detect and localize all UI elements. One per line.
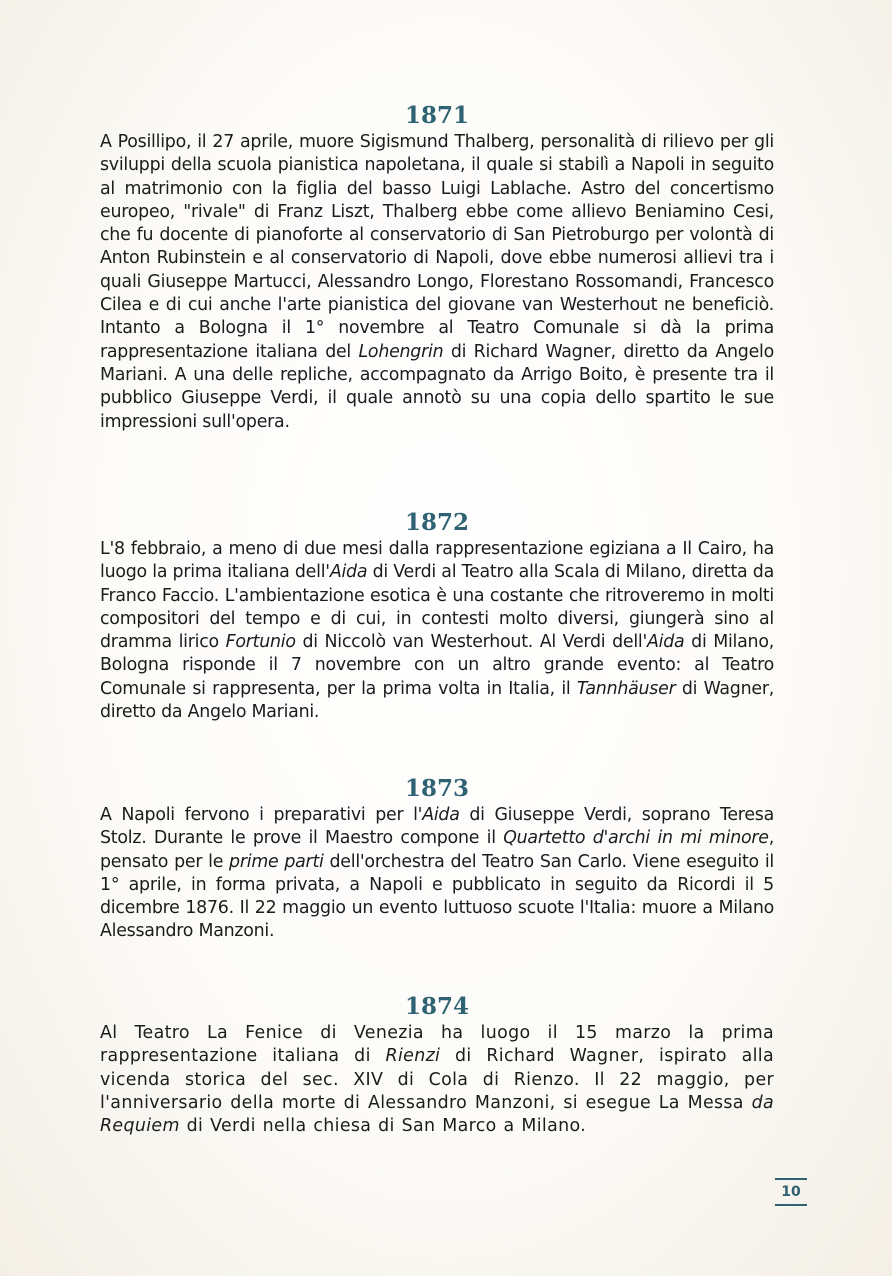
body-text-run: di Richard Wagner, ispirato alla vicenda storica del sec. XIV di Cola di Rienzo. Il 22 maggio, per l'anniversario della morte di Alessandro Manzoni, si esegue La Messa — [100, 1046, 774, 1113]
page-number: 10 — [781, 1184, 801, 1200]
section-year-heading: 1872 — [404, 509, 469, 536]
body-text-run: di Verdi al Teatro alla Scala di Milano, diretta da Franco Faccio. L'ambientazione esotica è una costante che ritroveremo in molti compositori del tempo e di cui, in contesti molto diversi, giungerà sino al dramma lirico — [100, 562, 774, 653]
italic-title-text: Tannhäuser — [576, 678, 676, 699]
section-body-text — [100, 131, 774, 434]
section-1872 — [100, 508, 774, 724]
section-1871 — [100, 101, 774, 434]
body-text-run: dell'orchestra del Teatro San Carlo. Viene eseguito il 1° aprile, in forma privata, a Napoli e pubblicato in seguito da Ricordi il 5 dicembre 1876. Il 22 maggio un evento luttuoso scuote l'Italia: muore a Milano Alessandro Manzoni. — [100, 851, 774, 942]
section-body-text — [100, 804, 774, 944]
body-text-run: A Posillipo, il 27 aprile, muore Sigismund Thalberg, personalità di rilievo per gli sviluppi della scuola pianistica napoletana, il quale si stabilì a Napoli in seguito al matrimonio con la figlia del basso Luigi Lablache. Astro del concertismo europeo, "rivale" di Franz Liszt, Thalberg ebbe come allievo Beniamino Cesi, che fu docente di pianoforte al conservatorio di San Pietroburgo per volontà di Anton Rubinstein e al conservatorio di Napoli, dove ebbe numerosi allievi tra i quali Giuseppe Martucci, Alessandro Longo, Florestano Rossomandi, Francesco Cilea e di cui anche l'arte pianistica del giovane van Westerhout ne beneficiò. Intanto a Bologna il 1° novembre al Teatro Comunale si dà la prima rappresentazione italiana del — [100, 132, 774, 362]
section-year-heading: 1871 — [404, 102, 469, 129]
italic-title-text: da Requiem — [100, 1092, 774, 1137]
section-year-heading: 1874 — [404, 993, 469, 1020]
italic-title-text: Lohengrin — [358, 341, 444, 362]
body-text-run: di Verdi nella chiesa di San Marco a Milano. — [179, 1116, 587, 1137]
body-text-run: Al Teatro La Fenice di Venezia ha luogo il 15 marzo la prima rappresentazione italiana di — [100, 1023, 774, 1067]
page-number-badge — [775, 1178, 807, 1208]
section-year-heading: 1873 — [404, 775, 469, 802]
section-body-text — [100, 1022, 774, 1138]
italic-title-text: Quartetto d'archi in mi minore — [503, 828, 769, 849]
italic-title-text: Aida — [647, 632, 685, 653]
body-text-run: di Niccolò van Westerhout. Al Verdi dell' — [295, 632, 648, 653]
body-text-run: di Wagner, diretto da Angelo Mariani. — [100, 678, 774, 723]
italic-title-text: Aida — [422, 805, 460, 825]
italic-title-text: Aida — [329, 562, 368, 583]
body-text-run: , pensato per le — [100, 828, 774, 872]
body-text-run: L'8 febbraio, a meno di due mesi dalla rappresentazione egiziana a Il Cairo, ha luogo la prima italiana dell' — [100, 539, 774, 583]
section-1874 — [100, 992, 774, 1138]
italic-title-text: prime parti — [229, 851, 324, 872]
section-body-text — [100, 538, 774, 724]
body-text-run: A Napoli fervono i preparativi per l' — [100, 805, 423, 825]
body-text-run: di Milano, Bologna risponde il 7 novembre con un altro grande evento: al Teatro Comunale si rappresenta, per la prima volta in Italia, il — [100, 632, 774, 699]
body-text-run: di Richard Wagner, diretto da Angelo Mariani. A una delle repliche, accompagnato da Arrigo Boito, è presente tra il pubblico Giuseppe Verdi, il quale annotò su una copia dello spartito le sue impressioni sull'opera. — [100, 341, 774, 432]
page-number-top-rule — [775, 1178, 807, 1180]
page-number-bottom-rule — [775, 1204, 807, 1206]
italic-title-text: Rienzi — [385, 1046, 441, 1067]
italic-title-text: Fortunio — [225, 632, 296, 653]
section-1873 — [100, 774, 774, 944]
body-text-run: di Giuseppe Verdi, soprano Teresa Stolz. Durante le prove il Maestro compone il — [100, 805, 774, 849]
